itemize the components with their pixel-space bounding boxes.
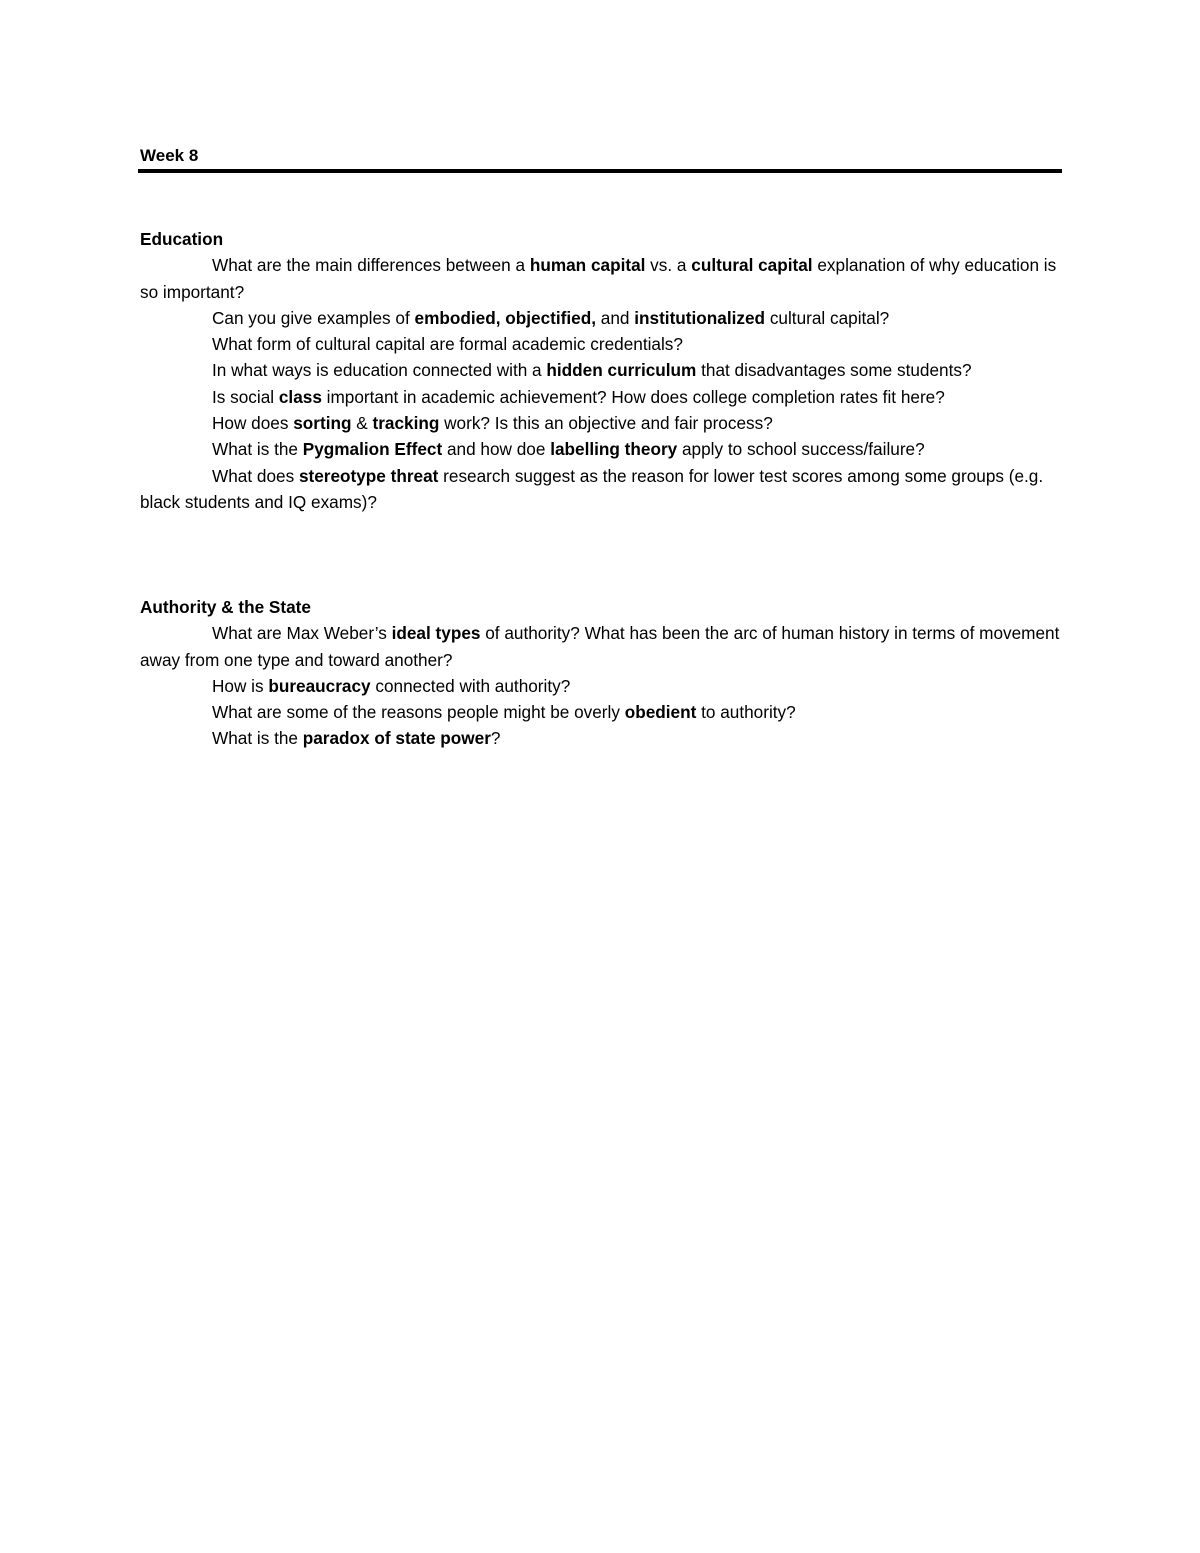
section-heading-authority: Authority & the State — [140, 597, 311, 617]
key-term: class — [278, 386, 322, 407]
question-text: Can you give examples of — [212, 307, 415, 328]
question-item — [140, 463, 1060, 516]
question-text: important in academic achievement? How does college completion rates fit here? — [321, 386, 945, 407]
question-item — [140, 410, 1060, 436]
key-term: stereotype threat — [298, 465, 439, 486]
question-text: apply to school success/failure? — [677, 439, 925, 460]
question-text: How is — [212, 675, 269, 696]
page-title: Week 8 — [140, 146, 199, 165]
question-text: connected with authority? — [370, 675, 571, 696]
question-text: research suggest as the reason for lower test scores among some groups (e.g. black students and IQ exams)? — [140, 465, 1044, 512]
question-item — [140, 384, 1060, 410]
question-text: In what ways is education connected with a — [212, 360, 547, 381]
question-text: work? Is this an objective and fair process? — [439, 413, 773, 434]
question-text: vs. a — [645, 255, 692, 276]
question-item — [140, 699, 1060, 725]
education-section — [140, 226, 1060, 515]
key-term: cultural capital — [691, 255, 813, 276]
key-term: sorting — [293, 413, 352, 434]
authority-question-list — [140, 620, 1060, 751]
key-term: labelling theory — [550, 439, 678, 460]
authority-section — [140, 594, 1060, 752]
key-term: obedient — [624, 702, 697, 723]
question-item — [140, 673, 1060, 699]
question-item — [140, 305, 1060, 331]
question-text: ? — [490, 728, 501, 749]
key-term: tracking — [372, 413, 440, 434]
question-text: and — [596, 307, 635, 328]
education-question-list — [140, 252, 1060, 515]
question-text: explanation of why education is so important? — [140, 255, 1057, 302]
question-item — [140, 436, 1060, 462]
key-term: embodied, objectified, — [414, 307, 596, 328]
question-item — [140, 725, 1060, 751]
question-text: What form of cultural capital are formal academic credentials? — [212, 334, 683, 355]
question-text: What are some of the reasons people might be overly — [212, 702, 625, 723]
key-term: ideal types — [391, 623, 481, 644]
key-term: Pygmalion Effect — [302, 439, 443, 460]
question-text: What are Max Weber’s — [212, 623, 392, 644]
question-text: that disadvantages some students? — [696, 360, 972, 381]
key-term: hidden curriculum — [546, 360, 697, 381]
question-text: to authority? — [696, 702, 796, 723]
key-term: human capital — [529, 255, 646, 276]
section-heading-education: Education — [140, 229, 224, 249]
question-item — [140, 620, 1060, 673]
question-text: What are the main differences between a — [212, 255, 530, 276]
question-text: cultural capital? — [765, 307, 890, 328]
question-text: and how doe — [442, 439, 551, 460]
question-item — [140, 357, 1060, 383]
question-text: What is the — [212, 728, 303, 749]
question-text: What does — [212, 465, 299, 486]
key-term: bureaucracy — [268, 675, 371, 696]
question-item — [140, 252, 1060, 305]
question-text: Is social — [212, 386, 279, 407]
key-term: institutionalized — [634, 307, 766, 328]
question-text: How does — [212, 413, 294, 434]
title-underline-rule — [138, 169, 1062, 173]
question-text: What is the — [212, 439, 303, 460]
question-text: of authority? What has been the arc of human history in terms of movement away from one type and toward another? — [140, 623, 1060, 670]
question-text: & — [351, 413, 373, 434]
question-item — [140, 331, 1060, 357]
key-term: paradox of state power — [302, 728, 491, 749]
